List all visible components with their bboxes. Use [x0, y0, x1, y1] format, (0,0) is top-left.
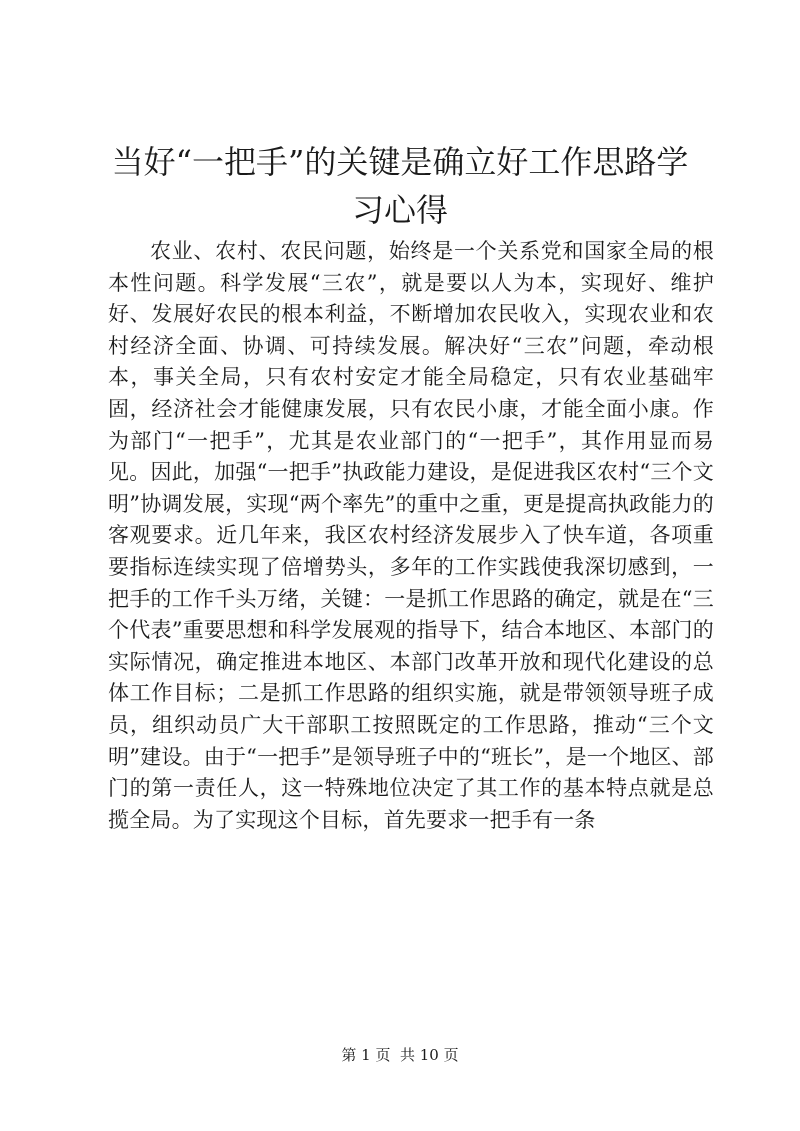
- document-title: 当好“一把手”的关键是确立好工作思路学习心得: [111, 143, 689, 229]
- page-footer: [0, 1045, 800, 1065]
- page-number-label: 第 1 页 共 10 页: [341, 1046, 459, 1064]
- document-body-paragraph: 农业、农村、农民问题，始终是一个关系党和国家全局的根本性问题。科学发展“三农”，就是要以人为本，实现好、维护好、发展好农民的根本利益，不断增加农民收入，实现农业和农村经济全面、协调、可持续发展。解决好“三农”问题，牵动根本，事关全局，只有农村安定才能全局稳定，只有农业基础牢固，经济社会才能健康发展，只有农民小康，才能全面小康。作为部门“一把手”，尤其是农业部门的“一把手”，其作用显而易见。因此，加强“一把手”执政能力建设，是促进我区农村“三个文明”协调发展，实现“两个率先”的重中之重，更是提高执政能力的客观要求。近几年来，我区农村经济发展步入了快车道，各项重要指标连续实现了倍增势头，多年的工作实践使我深切感到，一把手的工作千头万绪，关键：一是抓工作思路的确定，就是在“三个代表”重要思想和科学发展观的指导下，结合本地区、本部门的实际情况，确定推进本地区、本部门改革开放和现代化建设的总体工作目标；二是抓工作思路的组织实施，就是带领领导班子成员，组织动员广大干部职工按照既定的工作思路，推动“三个文明”建设。由于“一把手”是领导班子中的“班长”，是一个地区、部门的第一责任人，这一特殊地位决定了其工作的基本特点就是总揽全局。为了实现这个目标，首先要求一把手有一条: [108, 239, 714, 832]
